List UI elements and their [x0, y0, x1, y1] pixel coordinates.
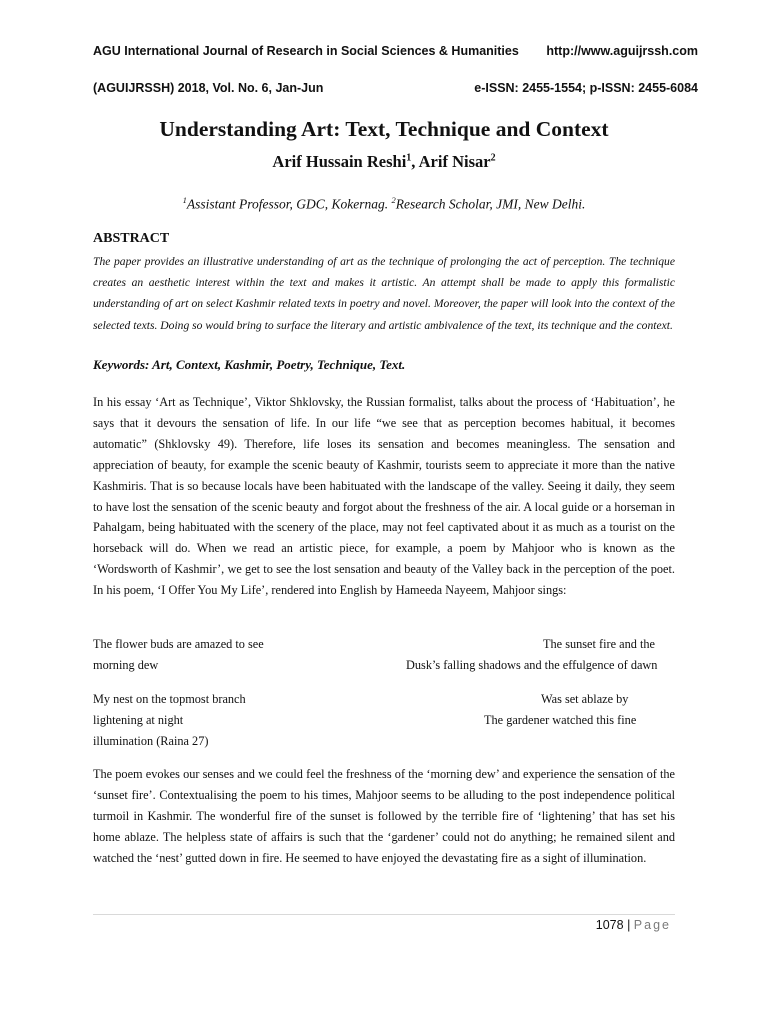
affiliation-mark: 2 — [391, 195, 396, 205]
page-label: Page — [633, 918, 671, 932]
poem-line — [93, 658, 675, 673]
poem-line — [93, 637, 675, 652]
abstract-body: The paper provides an illustrative understanding of art as the technique of prolonging the act of perception. The technique creates an aesthetic interest within the text and makes it artistic. An attempt shall be made to apply this formalistic understanding of art on select Kashmir related texts in poetry and novel. Moreover, the paper will look into the context of the selected texts. Doing so would bring to surface the literary and artistic ambivalence of the text, its technique and the context. — [93, 255, 675, 332]
author-name: Arif Nisar — [418, 152, 491, 171]
author-separator: , — [411, 152, 419, 171]
issn-info: e-ISSN: 2455-1554; p-ISSN: 2455-6084 — [474, 81, 698, 95]
poem-text-left: lightening at night — [93, 713, 184, 727]
abstract-heading: ABSTRACT — [93, 231, 170, 246]
poem-text-right: Was set ablaze by — [541, 692, 629, 706]
issue-info: (AGUIJRSSH) 2018, Vol. No. 6, Jan-Jun — [93, 81, 324, 95]
poem-text-right: The sunset fire and the — [543, 637, 655, 651]
affiliation-mark: 1 — [182, 195, 187, 205]
affiliation-text: Assistant Professor, GDC, Kokernag. — [186, 196, 392, 212]
poem-text-left: illumination (Raina 27) — [93, 734, 209, 748]
poem-text-left: The flower buds are amazed to see — [93, 637, 264, 651]
footer-separator: | — [627, 918, 631, 932]
page-number: 1078 — [595, 918, 624, 932]
page-footer — [596, 918, 671, 932]
journal-name: AGU International Journal of Research in Social Sciences & Humanities — [93, 44, 519, 58]
author-affiliation-mark: 2 — [490, 152, 496, 164]
author-name: Arif Hussain Reshi — [272, 152, 407, 171]
affiliation-text: Research Scholar, JMI, New Delhi. — [395, 196, 586, 212]
author-list — [0, 152, 768, 172]
poem-line — [93, 713, 675, 728]
body-paragraph: In his essay ‘Art as Technique’, Viktor Shklovsky, the Russian formalist, talks about the process of ‘Habituation’, he says that it devours the sensation of life. In our life “we see that as perception becomes habitual, it becomes automatic” (Shklovsky 49). Therefore, life loses its sensation and becomes meaningless. The sensation and appreciation of beauty, for example the scenic beauty of Kashmir, tourists seem to appreciate it more than the native Kashmiris. That is so because locals have been habituated with the landscape of the valley. Seeing it daily, they seem to have lost the sensation of the scenic beauty and forgot about the freshness of the air. A local guide or a horseman in Pahalgam, being habituated with the scenery of the place, may not feel captivated about it as much as a tourist on the horseback will do. When we read an artistic piece, for example, a poem by Mahjoor who is known as the ‘Wordsworth of Kashmir’, we get to see the lost sensation and beauty of the Valley back in the perception of the poet. In his poem, ‘I Offer You My Life’, rendered into English by Hameeda Nayeem, Mahjoor sings: — [93, 395, 675, 598]
body-paragraph: The poem evokes our senses and we could feel the freshness of the ‘morning dew’ and experience the sensation of the ‘sunset fire’. Contextualising the poem to his times, Mahjoor seems to be alluding to the post independence political turmoil in Kashmir. The wonderful fire of the sunset is followed by the terrible fire of ‘lightening’ that has set his home ablaze. The helpless state of affairs is such that the ‘gardener’ could not do anything; he remained silent and watched the ‘nest’ gutted down in fire. He seemed to have enjoyed the devastating fire as a sight of illumination. — [93, 767, 675, 865]
affiliations — [0, 195, 768, 213]
author-affiliation-mark: 1 — [406, 152, 412, 164]
running-header-issue — [93, 81, 698, 95]
keywords-line: Keywords: Art, Context, Kashmir, Poetry, Technique, Text. — [93, 357, 406, 372]
poem-text-right: Dusk’s falling shadows and the effulgence of dawn — [406, 658, 658, 672]
footer-divider — [93, 914, 675, 915]
poem-line — [93, 734, 675, 749]
paper-title: Understanding Art: Text, Technique and Context — [159, 117, 609, 141]
poem-text-left: My nest on the topmost branch — [93, 692, 246, 706]
poem-line — [93, 692, 675, 707]
poem-text-right: The gardener watched this fine — [484, 713, 637, 727]
running-header-top — [93, 44, 698, 58]
journal-url[interactable]: http://www.aguijrssh.com — [546, 44, 698, 58]
poem-text-left: morning dew — [93, 658, 159, 672]
